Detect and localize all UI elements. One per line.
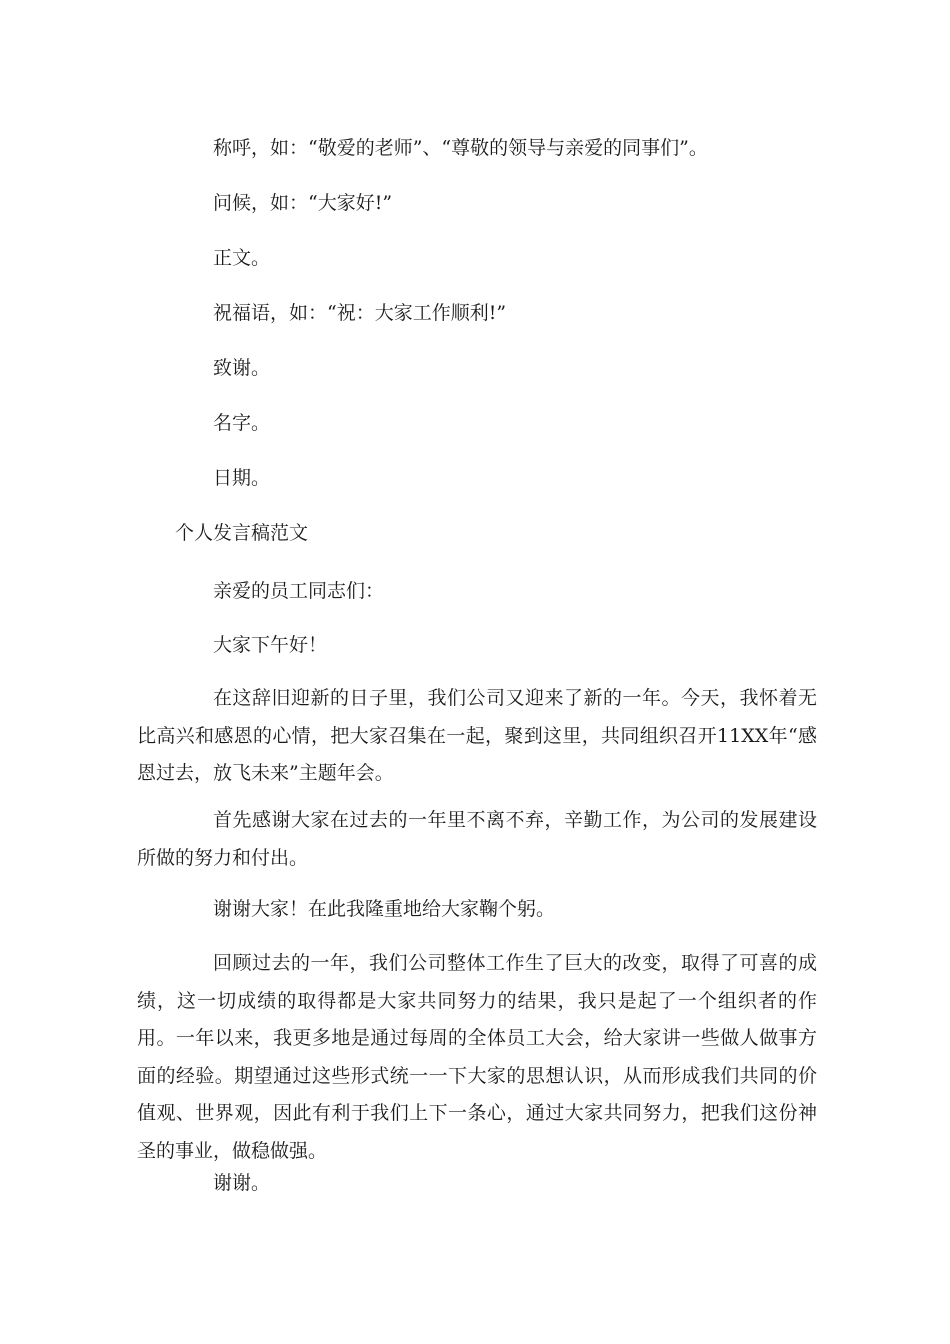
speech-paragraph-1: 在这辞旧迎新的日子里，我们公司又迎来了新的一年。今天，我怀着无比高兴和感恩的心情，把大家召集在一起，聚到这里，共同组织召开11XX年“感恩过去，放飞未来”主题年会。	[137, 687, 817, 784]
template-item-greeting: 问候，如：“大家好!”	[213, 192, 393, 214]
speech-paragraph-4: 回顾过去的一年，我们公司整体工作生了巨大的改变，取得了可喜的成绩，这一切成绩的取得都是大家共同努力的结果，我只是起了一个组织者的作用。一年以来，我更多地是通过每周的全体员工大会，给大家讲一些做人做事方面的经验。期望通过这些形式统一一下大家的思想认识，从而形成我们共同的价值观、世界观，因此有利于我们上下一条心，通过大家共同努力，把我们这份神圣的事业，做稳做强。	[137, 952, 817, 1162]
speech-closing: 谢谢。	[213, 1172, 271, 1194]
speech-salutation: 亲爱的员工同志们：	[213, 580, 385, 602]
section-title: 个人发言稿范文	[175, 522, 309, 544]
speech-paragraph-2: 首先感谢大家在过去的一年里不离不弃，辛勤工作，为公司的发展建设所做的努力和付出。	[137, 809, 817, 869]
speech-paragraph-3: 谢谢大家！在此我隆重地给大家鞠个躬。	[213, 898, 556, 920]
speech-greeting: 大家下午好！	[213, 634, 328, 656]
template-item-date: 日期。	[213, 467, 271, 489]
template-item-blessing: 祝福语，如：“祝：大家工作顺利!”	[213, 302, 507, 324]
template-item-name: 名字。	[213, 412, 271, 434]
template-item-salutation: 称呼，如：“敬爱的老师”、“尊敬的领导与亲爱的同事们”。	[213, 137, 708, 159]
template-item-thanks: 致谢。	[213, 357, 271, 379]
template-item-body: 正文。	[213, 247, 271, 269]
